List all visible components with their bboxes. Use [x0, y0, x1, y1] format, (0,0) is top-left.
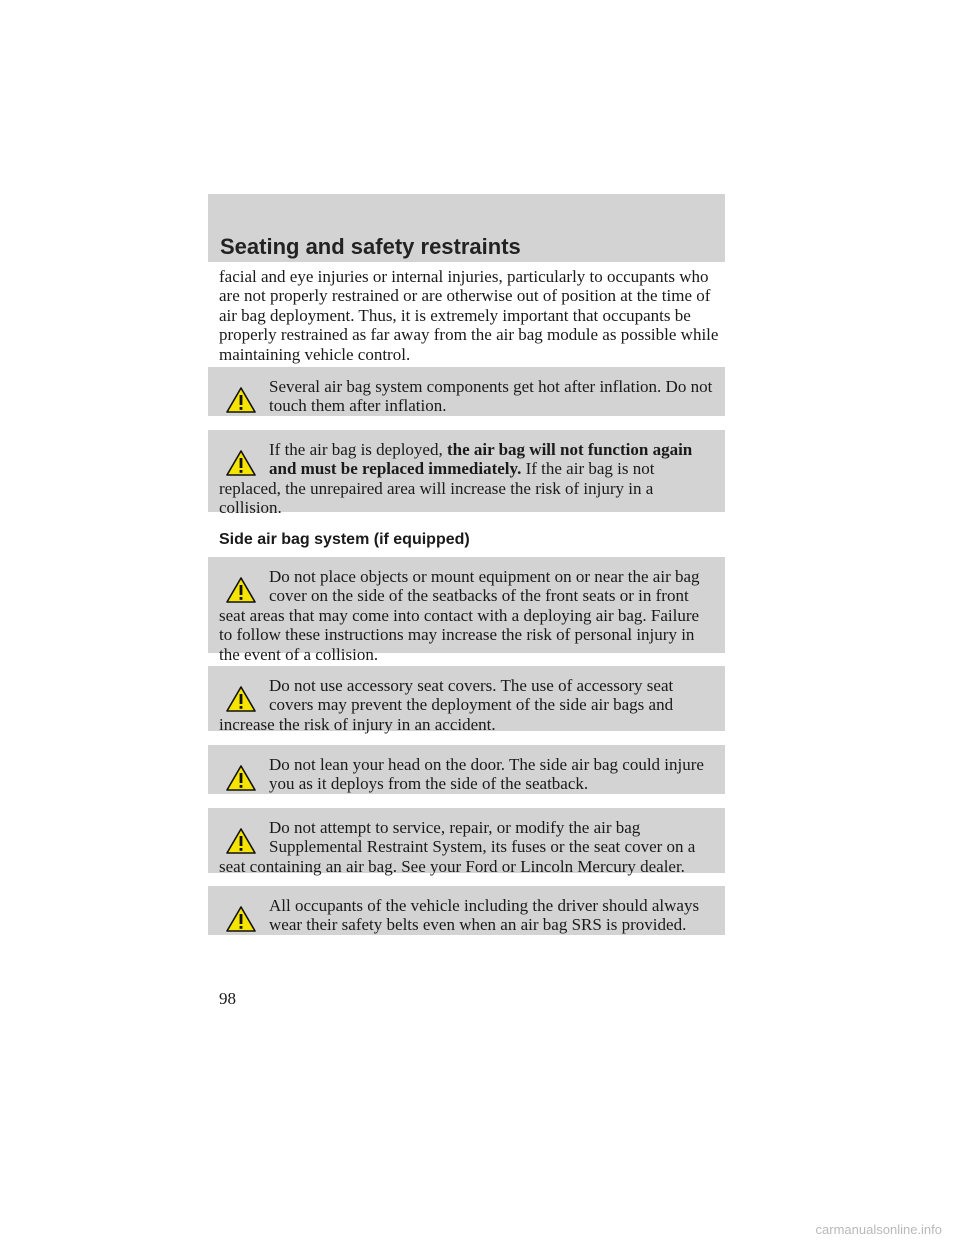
page-number: 98: [219, 989, 236, 1008]
warning-text-bold: the air bag will not function again and must be replaced immediately.: [269, 440, 693, 479]
warning-triangle-icon: [226, 577, 256, 603]
warning-text: Do not place objects or mount equipment on or near the air bag cover on the side of the seatbacks of the front seats or in front seat areas that may come into contact with a deploying air bag. Failure to follow these instructions may increase the risk of personal injury in the event of a collision.: [219, 567, 700, 664]
warning-text: All occupants of the vehicle including the driver should always wear their safety belts even when an air bag SRS is provided.: [269, 896, 700, 935]
warning-triangle-icon: [226, 686, 256, 712]
intro-paragraph: facial and eye injuries or internal injuries, particularly to occupants who are not properly restrained or are otherwise out of position at the time of air bag deployment. Thus, it is extremely important that occupants be properly restrained as far away from the air bag module as possible while maintaining vehicle control.: [219, 267, 719, 364]
warning-box-hot-components: [208, 367, 725, 416]
warning-text: Do not use accessory seat covers. The use of accessory seat covers may prevent the deployment of the side air bags and increase the risk of injury in an accident.: [219, 676, 674, 734]
warning-triangle-icon: [226, 765, 256, 791]
section-title: Seating and safety restraints: [220, 234, 521, 259]
warning-text: Several air bag system components get hot after inflation. Do not touch them after inflation.: [269, 377, 713, 416]
warning-box-safety-belts: [208, 886, 725, 935]
warning-text: Do not lean your head on the door. The side air bag could injure you as it deploys from the side of the seatback.: [269, 755, 704, 794]
warning-text: Do not attempt to service, repair, or modify the air bag Supplemental Restraint System, its fuses or the seat cover on a seat containing an air bag. See your Ford or Lincoln Mercury dealer.: [219, 818, 696, 876]
warning-text: [208, 430, 725, 518]
warning-triangle-icon: [226, 387, 256, 413]
warning-box-service: [208, 808, 725, 876]
warning-text-tail: If the air bag is not replaced, the unrepaired area will increase the risk of injury in a collision.: [219, 459, 655, 518]
watermark-link[interactable]: carmanualsonline.info: [815, 1222, 942, 1237]
warning-triangle-icon: [226, 450, 256, 476]
warning-box-lean-head: [208, 745, 725, 794]
warning-box-deployed: [208, 430, 725, 518]
warning-box-seat-covers: [208, 666, 725, 734]
side-air-bag-heading: Side air bag system (if equipped): [219, 531, 470, 548]
warning-triangle-icon: [226, 906, 256, 932]
warning-box-objects: [208, 557, 725, 664]
warning-triangle-icon: [226, 828, 256, 854]
warning-text-lead: If the air bag is deployed,: [269, 440, 447, 459]
